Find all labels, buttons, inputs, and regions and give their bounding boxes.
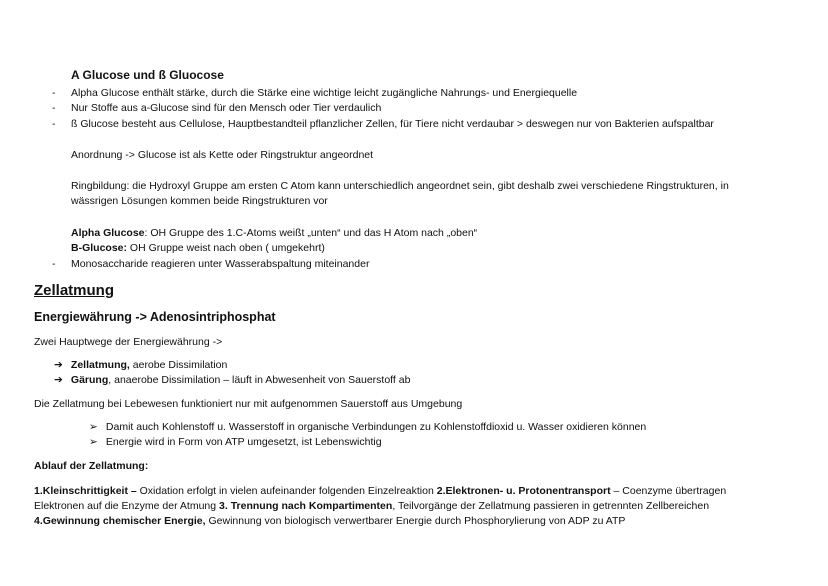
way-bold: Gärung xyxy=(70,374,109,386)
ringbildung-line-2: wässrigen Lösungen kommen beide Ringstrukturen vor xyxy=(71,195,328,207)
way-text: aerobe Dissimilation xyxy=(129,359,228,371)
ablauf-line-2 xyxy=(34,500,709,513)
glucose-bullet: Alpha Glucose enthält stärke, durch die Stärke eine wichtige leicht zugängliche Nahrungs- und Energiequelle xyxy=(71,87,578,99)
step-1-label: 1.Kleinschrittigkeit – xyxy=(34,485,137,497)
dash-bullet: - xyxy=(52,102,56,114)
check-text: Energie wird in Form von ATP umgesetzt, ist Lebenswichtig xyxy=(105,436,382,448)
step-2-label: 2.Elektronen- u. Protonentransport xyxy=(436,485,611,497)
alpha-glucose-label: Alpha Glucose xyxy=(71,227,145,239)
dash-bullet: - xyxy=(52,258,56,270)
hauptwege-intro: Zwei Hauptwege der Energiewährung -> xyxy=(34,336,223,348)
triangle-bullet-icon: ➢ xyxy=(89,421,98,433)
check-item xyxy=(89,436,382,449)
step-1-text: Oxidation erfolgt in vielen aufeinander folgenden Einzelreaktion xyxy=(136,485,437,497)
step-4-text: Gewinnung von biologisch verwertbarer Energie durch Phosphorylierung von ADP zu ATP xyxy=(205,515,626,527)
step-3-label: 3. Trennung nach Kompartimenten xyxy=(219,500,393,512)
energiewaehrung-subheading: Energiewährung -> Adenosintriphosphat xyxy=(34,310,276,324)
ablauf-line-3 xyxy=(34,515,625,528)
monosaccharide-bullet: Monosaccharide reagieren unter Wasserabspaltung miteinander xyxy=(71,258,370,270)
step-2-text-a: – Coenzyme übertragen xyxy=(610,485,727,497)
anordnung-text: Anordnung -> Glucose ist als Kette oder Ringstruktur angeordnet xyxy=(71,149,374,161)
alpha-glucose-line xyxy=(71,227,477,240)
arrow-right-icon: ➔ xyxy=(54,359,63,371)
glucose-bullet: ß Glucose besteht aus Cellulose, Hauptbestandteil pflanzlicher Zellen, für Tiere nicht verdaubar > deswegen nur von Bakterien aufspaltbar xyxy=(71,118,714,130)
way-text: , anaerobe Dissimilation – läuft in Abwesenheit von Sauerstoff ab xyxy=(108,374,411,386)
ringbildung-line-1: Ringbildung: die Hydroxyl Gruppe am ersten C Atom kann unterschiedlich angeordnet sein, gibt deshalb zwei verschiedene Ringstrukturen, in xyxy=(71,180,729,192)
way-item xyxy=(54,359,227,372)
glucose-bullet: Nur Stoffe aus a-Glucose sind für den Mensch oder Tier verdaulich xyxy=(71,102,382,114)
alpha-glucose-text: : OH Gruppe des 1.C-Atoms weißt „unten“ und das H Atom nach „oben“ xyxy=(144,227,478,239)
beta-glucose-line xyxy=(71,242,325,255)
check-item xyxy=(89,421,646,434)
dash-bullet: - xyxy=(52,118,56,130)
ablauf-line-1 xyxy=(34,485,726,498)
arrow-right-icon: ➔ xyxy=(54,374,63,386)
step-4-label: 4.Gewinnung chemischer Energie, xyxy=(34,515,206,527)
check-text: Damit auch Kohlenstoff u. Wasserstoff in organische Verbindungen zu Kohlenstoffdioxid u. Wasser oxidieren können xyxy=(105,421,647,433)
beta-glucose-text: OH Gruppe weist nach oben ( umgekehrt) xyxy=(127,242,325,254)
zellatmung-statement: Die Zellatmung bei Lebewesen funktioniert nur mit aufgenommen Sauerstoff aus Umgebung xyxy=(34,398,463,410)
step-2-text-b: Elektronen auf die Enzyme der Atmung xyxy=(34,500,220,512)
ablauf-heading: Ablauf der Zellatmung: xyxy=(34,460,149,472)
way-item xyxy=(54,374,410,387)
glucose-heading: A Glucose und ß Gluocose xyxy=(71,68,224,82)
way-bold: Zellatmung, xyxy=(70,359,130,371)
zellatmung-heading: Zellatmung xyxy=(34,282,115,299)
triangle-bullet-icon: ➢ xyxy=(89,436,98,448)
beta-glucose-label: B-Glucose: xyxy=(71,242,128,254)
dash-bullet: - xyxy=(52,87,56,99)
step-3-text: , Teilvorgänge der Zellatmung passieren in getrennten Zellbereichen xyxy=(392,500,710,512)
